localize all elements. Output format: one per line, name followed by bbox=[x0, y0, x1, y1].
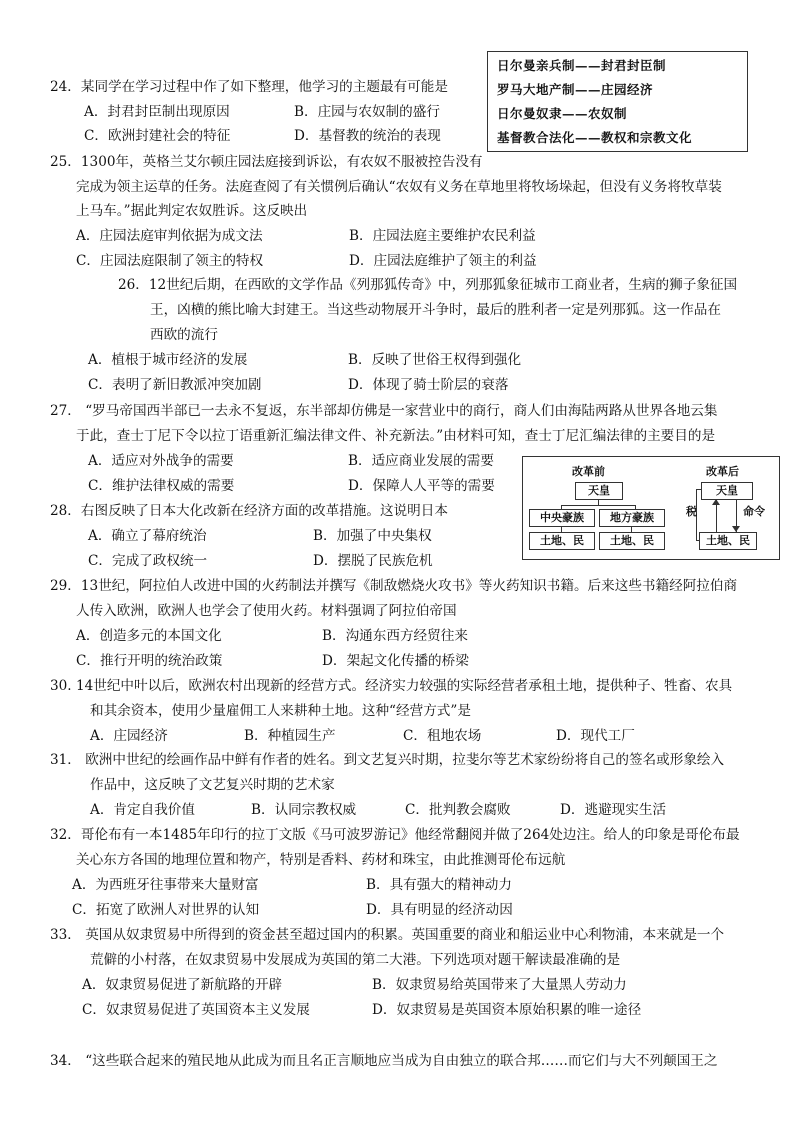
q25-line-1: 25．1300年，英格兰艾尔顿庄园法庭接到诉讼，有农奴不服被控告没有 bbox=[50, 154, 483, 170]
q32-option-a: A．为西班牙往事带来大量财富 bbox=[72, 877, 259, 893]
q33-option-b: B．奴隶贸易给英国带来了大量黑人劳动力 bbox=[372, 977, 627, 993]
reform-after-title: 改革后 bbox=[706, 465, 739, 478]
q31-option-a: A．肯定自我价值 bbox=[90, 802, 195, 818]
q31-line-1: 31． 欧洲中世纪的绘画作品中鲜有作者的姓名。到文艺复兴时期，拉斐尔等艺术家纷纷将自己的签名或形象绘入 bbox=[50, 752, 725, 768]
summary-row-3: 日尔曼奴隶——农奴制 bbox=[497, 106, 628, 121]
q32-option-d: D．具有明显的经济动因 bbox=[366, 902, 513, 918]
q33-option-a: A．奴隶贸易促进了新航路的开辟 bbox=[82, 977, 283, 993]
q25-option-d: D．庄园法庭维护了领主的利益 bbox=[349, 253, 537, 269]
q25-option-c: C．庄园法庭限制了领主的特权 bbox=[76, 253, 264, 269]
q28-stem: 28．右图反映了日本大化改新在经济方面的改革措施。这说明日本 bbox=[50, 503, 448, 519]
q32-line-1: 32．哥伦布有一本1485年印行的拉丁文版《马可波罗游记》他经常翻阅并做了264处边注。给人的印象是哥伦布最 bbox=[50, 827, 740, 843]
summary-row-2: 罗马大地产制——庄园经济 bbox=[497, 82, 654, 97]
q33-option-d: D．奴隶贸易是英国资本原始积累的唯一途径 bbox=[372, 1002, 642, 1018]
q26-option-b: B．反映了世俗王权得到强化 bbox=[348, 352, 522, 368]
q31-option-b: B．认同宗教权威 bbox=[251, 802, 357, 818]
q25-option-b: B．庄园法庭主要维护农民利益 bbox=[349, 228, 536, 244]
q26-line-3: 西欧的流行 bbox=[150, 327, 218, 343]
q31-line-2: 作品中，这反映了文艺复兴时期的艺术家 bbox=[90, 777, 335, 793]
central-clan-box: 中央豪族 bbox=[529, 509, 595, 527]
q24-option-c: C．欧洲封建社会的特征 bbox=[84, 128, 231, 144]
q28-option-c: C．完成了政权统一 bbox=[88, 553, 208, 569]
q27-option-c: C．维护法律权威的需要 bbox=[88, 478, 235, 494]
q31-option-c: C．批判教会腐败 bbox=[405, 802, 511, 818]
q32-option-c: C．拓宽了欧洲人对世界的认知 bbox=[72, 902, 260, 918]
q26-option-c: C．表明了新旧教派冲突加剧 bbox=[88, 377, 262, 393]
q28-option-d: D．摆脱了民族危机 bbox=[313, 553, 433, 569]
q30-line-1: 30. 14世纪中叶以后，欧洲农村出现新的经营方式。经济实力较强的实际经营者承租土地，提供种子、牲畜、农具 bbox=[50, 678, 733, 694]
q33-line-2: 荒僻的小村落，在奴隶贸易中发展成为英国的第二大港。下列选项对题干解读最准确的是 bbox=[90, 952, 621, 968]
q27-line-1: 27． “罗马帝国西半部已一去永不复返，东半部却仿佛是一家营业中的商行，商人们由海陆两路从世界各地云集 bbox=[50, 403, 718, 419]
land-people-box-after: 土地、民 bbox=[699, 532, 757, 550]
q24-option-a: A．封君封臣制出现原因 bbox=[84, 104, 230, 120]
q29-line-2: 人传入欧洲，欧洲人也学会了使用火药。材料强调了阿拉伯帝国 bbox=[76, 603, 457, 619]
q30-option-d: D．现代工厂 bbox=[556, 728, 635, 744]
q33-line-1: 33． 英国从奴隶贸易中所得到的资金甚至超过国内的积累。英国重要的商业和船运业中心利物浦，本来就是一个 bbox=[50, 927, 725, 943]
q26-option-d: D．体现了骑士阶层的衰落 bbox=[348, 377, 509, 393]
q30-option-c: C．租地农场 bbox=[403, 728, 482, 744]
q26-line-1: 26．12世纪后期，在西欧的文学作品《列那狐传奇》中，列那狐象征城市工商业者，生病的狮子象征国 bbox=[118, 277, 738, 293]
q24-stem: 24．某同学在学习过程中作了如下整理，他学习的主题最有可能是 bbox=[50, 79, 448, 95]
q24-option-d: D．基督教的统治的表现 bbox=[294, 128, 441, 144]
q29-option-d: D．架起文化传播的桥梁 bbox=[322, 653, 469, 669]
q25-line-2: 完成为领主运草的任务。法庭查阅了有关惯例后确认“农奴有义务在草地里将牧场垛起，但没有义务将牧草装 bbox=[76, 179, 722, 195]
q29-line-1: 29．13世纪，阿拉伯人改进中国的火药制法并撰写《制敌燃烧火攻书》等火药知识书籍。后来这些书籍经阿拉伯商 bbox=[50, 578, 738, 594]
q27-option-b: B．适应商业发展的需要 bbox=[348, 453, 494, 469]
local-clan-box: 地方豪族 bbox=[599, 509, 665, 527]
tax-label: 税 bbox=[686, 505, 697, 518]
q25-line-3: 上马车。”据此判定农奴胜诉。这反映出 bbox=[76, 203, 308, 219]
q24-option-b: B．庄园与农奴制的盛行 bbox=[294, 104, 440, 120]
q32-line-2: 关心东方各国的地理位置和物产，特别是香料、药材和珠宝，由此推测哥伦布远航 bbox=[76, 852, 566, 868]
land-people-box-2: 土地、民 bbox=[599, 532, 665, 550]
q29-option-a: A．创造多元的本国文化 bbox=[76, 628, 222, 644]
q30-option-a: A．庄园经济 bbox=[90, 728, 168, 744]
q32-option-b: B．具有强大的精神动力 bbox=[366, 877, 512, 893]
q31-option-d: D．逃避现实生活 bbox=[560, 802, 667, 818]
q30-line-2: 和其余资本，使用少量雇佣工人来耕种土地。这种“经营方式”是 bbox=[90, 703, 471, 719]
summary-row-4: 基督教合法化——教权和宗教文化 bbox=[497, 130, 693, 145]
reform-diagram bbox=[522, 456, 780, 560]
q27-option-a: A．适应对外战争的需要 bbox=[88, 453, 234, 469]
q29-option-c: C．推行开明的统治政策 bbox=[76, 653, 223, 669]
q27-line-2: 于此，查士丁尼下令以拉丁语重新汇编法律文件、补充新法。”由材料可知，查士丁尼汇编法律的主要目的是 bbox=[76, 428, 716, 444]
q25-option-a: A．庄园法庭审判依据为成文法 bbox=[76, 228, 263, 244]
summary-box bbox=[487, 51, 748, 152]
land-people-box-1: 土地、民 bbox=[529, 532, 595, 550]
emperor-before-box: 天皇 bbox=[575, 482, 623, 500]
q26-option-a: A．植根于城市经济的发展 bbox=[88, 352, 248, 368]
summary-row-1: 日尔曼亲兵制——封君封臣制 bbox=[497, 58, 667, 73]
reform-before-title: 改革前 bbox=[572, 465, 605, 478]
q30-option-b: B．种植园生产 bbox=[244, 728, 336, 744]
q26-line-2: 王，凶横的熊比喻大封建王。当这些动物展开斗争时，最后的胜利者一定是列那狐。这一作品在 bbox=[150, 302, 721, 318]
q34-line-1: 34． “这些联合起来的殖民地从此成为而且名正言顺地应当成为自由独立的联合邦……而它们与大不列颠国王之 bbox=[50, 1053, 718, 1069]
q27-option-d: D．保障人人平等的需要 bbox=[348, 478, 495, 494]
command-label: 命令 bbox=[743, 505, 765, 518]
q28-option-a: A．确立了幕府统治 bbox=[88, 528, 207, 544]
emperor-after-box: 天皇 bbox=[701, 482, 753, 500]
q29-option-b: B．沟通东西方经贸往来 bbox=[322, 628, 468, 644]
q33-option-c: C．奴隶贸易促进了英国资本主义发展 bbox=[82, 1002, 310, 1018]
q28-option-b: B．加强了中央集权 bbox=[313, 528, 432, 544]
